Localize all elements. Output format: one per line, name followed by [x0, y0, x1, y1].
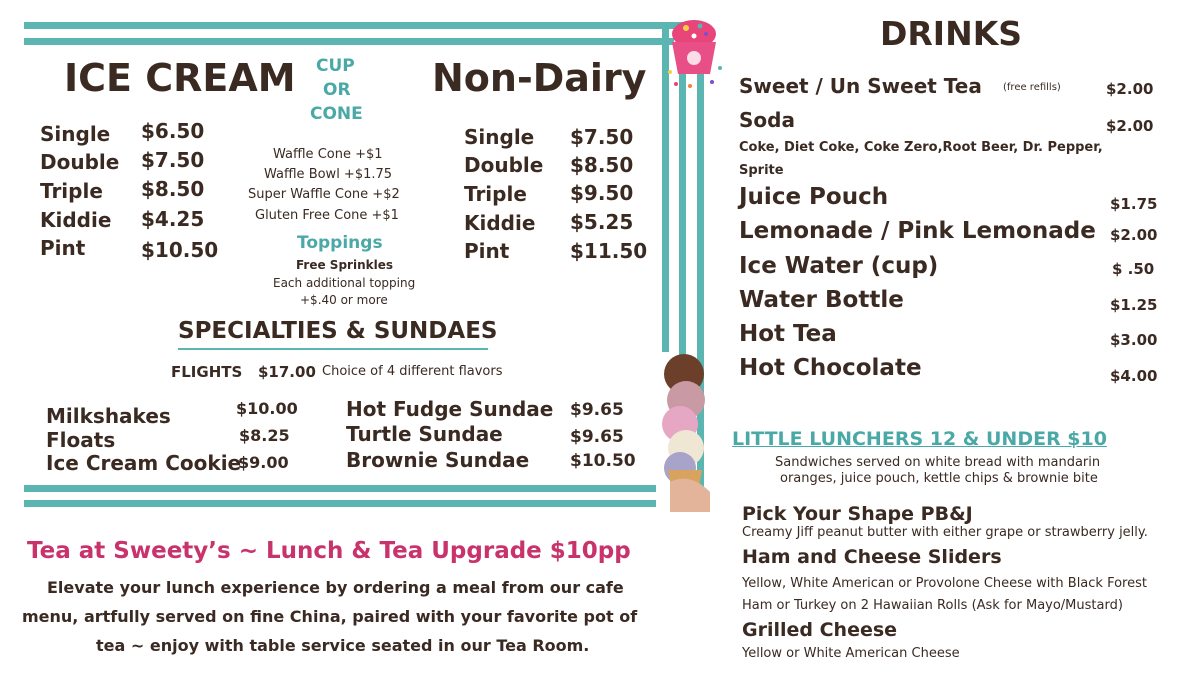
- specialty-item-price: $8.25: [239, 426, 290, 445]
- drink-price: $1.25: [1110, 296, 1158, 314]
- ice-cream-item-price: $4.25: [141, 207, 205, 231]
- little-lunchers-subtitle: Sandwiches served on white bread with mandarin: [775, 455, 1101, 470]
- specialties-title: SPECIALTIES & SUNDAES: [178, 318, 498, 344]
- drink-name: Lemonade / Pink Lemonade: [739, 218, 1096, 244]
- tea-title: Tea at Sweety’s ~ Lunch & Tea Upgrade $10pp: [27, 538, 631, 564]
- ice-cream-cup-image: [660, 12, 728, 94]
- ice-cream-title: ICE CREAM: [64, 56, 296, 100]
- ice-cream-item-price: $7.50: [141, 148, 205, 172]
- non-dairy-item-name: Triple: [464, 182, 527, 206]
- non-dairy-item-name: Pint: [464, 239, 510, 263]
- specialties-underline: [178, 348, 488, 350]
- specialty-item-name: Milkshakes: [46, 404, 171, 428]
- soda-desc: Coke, Diet Coke, Coke Zero,Root Beer, Dr. Pepper,: [739, 140, 1103, 155]
- specialty-item-name: Brownie Sundae: [346, 448, 530, 472]
- non-dairy-item-name: Single: [464, 125, 535, 149]
- ice-cream-item-name: Single: [40, 122, 111, 146]
- soda-desc: Sprite: [739, 163, 784, 178]
- tea-line: menu, artfully served on fine China, paired with your favorite pot of: [22, 607, 638, 626]
- tea-line: Elevate your lunch experience by ordering a meal from our cafe: [47, 578, 624, 597]
- drink-name: Water Bottle: [739, 287, 904, 313]
- drink-name: Juice Pouch: [739, 184, 889, 210]
- specialty-item-price: $9.65: [570, 400, 624, 420]
- specialty-item-name: Turtle Sundae: [346, 422, 503, 446]
- lunch-item-desc: Creamy Jiff peanut butter with either grape or strawberry jelly.: [742, 525, 1148, 540]
- drink-name: Ice Water (cup): [739, 253, 939, 279]
- toppings-line: Free Sprinkles: [296, 258, 393, 272]
- little-lunchers-subtitle: oranges, juice pouch, kettle chips & brownie bite: [780, 471, 1098, 486]
- cup-label: CUP: [316, 56, 355, 76]
- lunch-item-name: Pick Your Shape PB&J: [742, 503, 973, 525]
- specialty-item-name: Hot Fudge Sundae: [346, 397, 554, 421]
- drink-name: Soda: [739, 108, 795, 132]
- specialty-item-price: $10.00: [236, 399, 298, 418]
- non-dairy-item-price: $7.50: [570, 125, 634, 149]
- cone-option: Super Waffle Cone +$2: [248, 187, 400, 202]
- specialty-item-name: Floats: [46, 428, 116, 452]
- bottom-stripe-outer: [24, 485, 656, 492]
- ice-cream-item-name: Pint: [40, 236, 86, 260]
- lunch-item-desc: Yellow or White American Cheese: [742, 646, 960, 661]
- cone-label: CONE: [310, 104, 363, 124]
- non-dairy-title: Non-Dairy: [432, 56, 647, 100]
- cone-option: Waffle Bowl +$1.75: [264, 167, 393, 182]
- non-dairy-item-name: Double: [464, 153, 544, 177]
- tea-line: tea ~ enjoy with table service seated in our Tea Room.: [96, 636, 590, 655]
- ice-cream-item-name: Kiddie: [40, 208, 112, 232]
- drink-price: $3.00: [1110, 331, 1158, 349]
- little-lunchers-title: LITTLE LUNCHERS 12 & UNDER $10: [732, 428, 1107, 450]
- toppings-line: Each additional topping: [273, 276, 416, 290]
- bottom-stripe-inner: [24, 500, 656, 507]
- non-dairy-item-price: $11.50: [570, 239, 648, 263]
- lunch-item-desc: Yellow, White American or Provolone Cheese with Black Forest: [742, 576, 1147, 591]
- cone-option: Gluten Free Cone +$1: [255, 208, 399, 223]
- lunch-item-name: Grilled Cheese: [742, 619, 898, 641]
- drink-note: (free refills): [1003, 82, 1061, 93]
- drink-name: Sweet / Un Sweet Tea: [739, 74, 982, 98]
- ice-cream-item-price: $6.50: [141, 119, 205, 143]
- drink-name: Hot Chocolate: [739, 355, 922, 381]
- or-label: OR: [323, 80, 351, 100]
- ice-cream-item-price: $10.50: [141, 238, 219, 262]
- top-stripe-inner: [24, 38, 674, 45]
- drink-price: $ .50: [1112, 260, 1155, 278]
- ice-cream-item-name: Double: [40, 150, 120, 174]
- flights-desc: Choice of 4 different flavors: [322, 364, 503, 379]
- lunch-item-name: Ham and Cheese Sliders: [742, 546, 1002, 568]
- lunch-item-desc: Ham or Turkey on 2 Hawaiian Rolls (Ask for Mayo/Mustard): [742, 598, 1123, 613]
- non-dairy-item-name: Kiddie: [464, 211, 536, 235]
- drinks-title: DRINKS: [880, 14, 1023, 53]
- drink-price: $2.00: [1106, 117, 1154, 135]
- drink-name: Hot Tea: [739, 321, 837, 347]
- non-dairy-item-price: $8.50: [570, 153, 634, 177]
- drink-price: $2.00: [1106, 80, 1154, 98]
- cone-option: Waffle Cone +$1: [273, 147, 383, 162]
- non-dairy-item-price: $5.25: [570, 210, 634, 234]
- toppings-title: Toppings: [297, 233, 383, 253]
- flights-price: $17.00: [258, 363, 316, 381]
- toppings-line: +$.40 or more: [300, 293, 388, 307]
- drink-price: $1.75: [1110, 195, 1158, 213]
- specialty-item-name: Ice Cream Cookie: [46, 451, 242, 475]
- specialty-item-price: $9.00: [238, 453, 289, 472]
- flights-label: FLIGHTS: [171, 363, 243, 381]
- ice-cream-cone-image: [650, 352, 722, 512]
- top-stripe-outer: [24, 22, 684, 29]
- ice-cream-item-price: $8.50: [141, 177, 205, 201]
- specialty-item-price: $9.65: [570, 427, 624, 447]
- non-dairy-item-price: $9.50: [570, 181, 634, 205]
- ice-cream-item-name: Triple: [40, 179, 103, 203]
- drink-price: $2.00: [1110, 226, 1158, 244]
- specialty-item-price: $10.50: [570, 451, 636, 471]
- drink-price: $4.00: [1110, 367, 1158, 385]
